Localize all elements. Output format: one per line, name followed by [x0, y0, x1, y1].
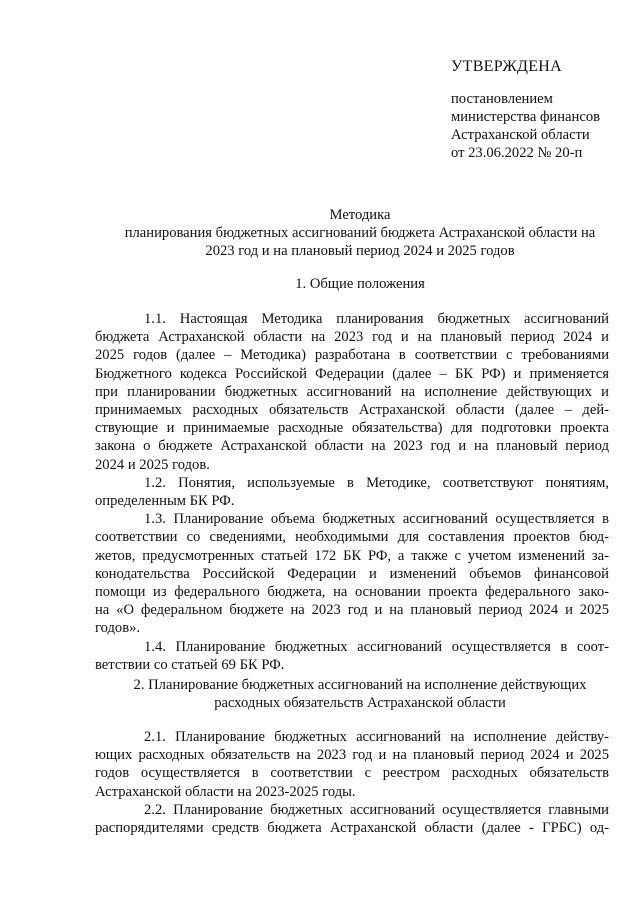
section-2-heading: [100, 676, 620, 712]
text-line: соответствии со сведениями, необходимыми для составления проектов бюд-: [95, 529, 609, 546]
paragraph-1-4: [95, 638, 609, 674]
text-line: 1.1. Настоящая Методика планирования бюджетных ассигнований: [144, 311, 609, 327]
approval-heading: УТВЕРЖДЕНА: [451, 58, 563, 75]
text-line: определенным БК РФ.: [95, 493, 235, 510]
paragraph-2-1: [95, 728, 609, 801]
section-1-heading: 1. Общие положения: [295, 276, 425, 292]
text-line: 2.1. Планирование бюджетных ассигнований на исполнение действу-: [144, 729, 609, 745]
text-line: жетов, предусмотренных статьей 172 БК РФ, а также с учетом изменений за-: [95, 547, 609, 564]
text-line: 2.2. Планирование бюджетных ассигнований осуществляется главными: [144, 801, 609, 818]
approval-stamp: [451, 58, 631, 162]
section-2-heading-line: 2. Планирование бюджетных ассигнований на исполнение действующих: [133, 677, 587, 693]
text-line: распорядителями средств бюджета Астраханской области (далее - ГРБС) од-: [95, 820, 609, 837]
title-line: планирования бюджетных ассигнований бюджета Астраханской области на: [124, 225, 596, 241]
text-line: Бюджетного кодекса Российской Федерации (далее – БК РФ) и применяется: [95, 365, 609, 382]
text-line: принимаемых расходных обязательств Астраханской области (далее – дей-: [95, 402, 609, 419]
text-line: 2024 и 2025 годов.: [95, 456, 210, 473]
document-title: [100, 206, 620, 260]
text-line: 2025 годов (далее – Методика) разработана в соответствии с требованиями: [95, 347, 609, 364]
text-line: на «О федеральном бюджете на 2023 год и на плановый период 2024 и 2025: [95, 602, 609, 619]
text-line: при планировании бюджетных ассигнований на исполнение действующих и: [95, 383, 609, 400]
approval-line: от 23.06.2022 № 20-п: [451, 145, 583, 161]
text-line: бюджета Астраханской области на 2023 год и на плановый период 2024 и: [95, 329, 609, 346]
text-line: 1.2. Понятия, используемые в Методике, соответствуют понятиям,: [144, 474, 609, 491]
section-2-heading-line: расходных обязательств Астраханской области: [214, 695, 506, 711]
approval-line: Астраханской области: [451, 127, 590, 143]
approval-line: министерства финансов: [451, 109, 601, 125]
text-line: ствующие и принимаемые расходные обязательства) для подготовки проекта: [95, 420, 609, 437]
paragraph-1-1: [95, 310, 609, 474]
text-line: ветствии со статьей 69 БК РФ.: [95, 656, 285, 673]
text-line: годов осуществляется в соответствии с реестром расходных обязательств: [95, 765, 609, 782]
paragraph-2-2: [95, 801, 609, 837]
title-line: Методика: [329, 207, 391, 223]
text-line: ющих расходных обязательств на 2023 год и на плановый период 2024 и 2025: [95, 747, 609, 764]
text-line: помощи из федерального бюджета, на основании проекта федерального зако-: [95, 584, 609, 601]
section-1-body: [95, 310, 609, 674]
paragraph-1-3: [95, 510, 609, 637]
text-line: 1.3. Планирование объема бюджетных ассигнований осуществляется в: [144, 511, 609, 528]
text-line: конодательства Российской Федерации и изменений объемов финансовой: [95, 565, 609, 582]
text-line: закона о бюджете Астраханской области на 2023 год и на плановый период: [95, 438, 609, 455]
paragraph-1-2: [95, 474, 609, 510]
title-line: 2023 год и на плановый период 2024 и 2025 годов: [205, 243, 515, 259]
text-line: Астраханской области на 2023-2025 годы.: [95, 783, 356, 800]
text-line: годов».: [95, 620, 141, 637]
approval-line: постановлением: [451, 91, 553, 107]
text-line: 1.4. Планирование бюджетных ассигнований осуществляется в соот-: [144, 638, 609, 655]
section-2-body: [95, 728, 609, 837]
